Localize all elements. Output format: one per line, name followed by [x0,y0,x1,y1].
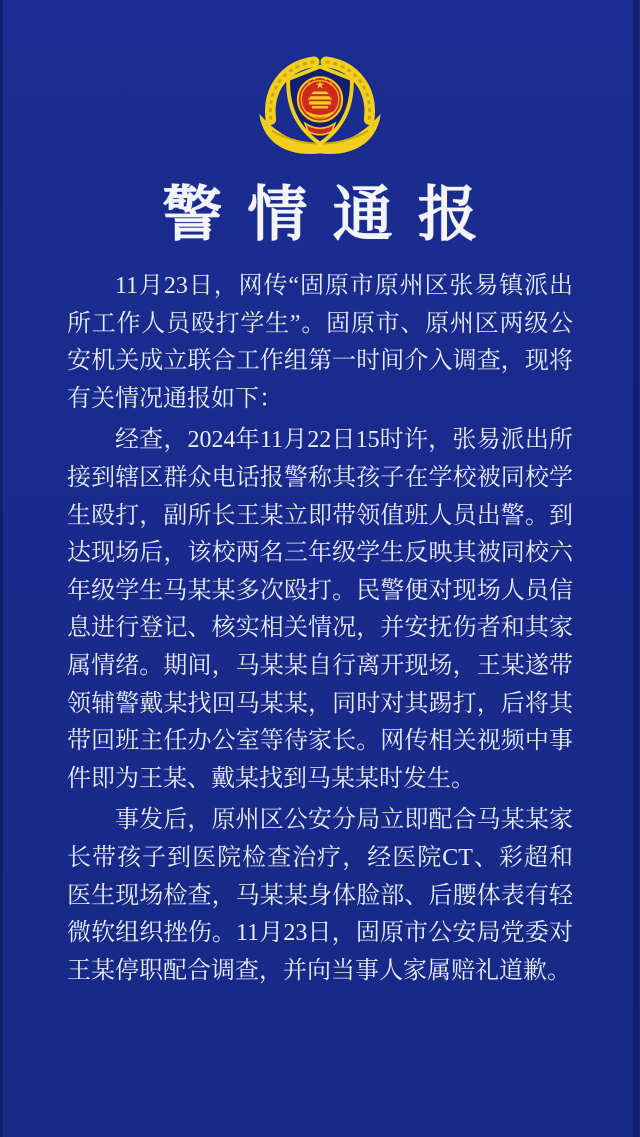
notice-paragraph-2: 经查，2024年11月22日15时许，张易派出所接到辖区群众电话报警称其孩子在学校被同校学生殴打，副所长王某立即带领值班人员出警。到达现场后，该校两名三年级学生反映其被同校六年级学生马某某多次殴打。民警便对现场人员信息进行登记、核实相关情况，并安抚伤者和其家属情绪。期间，马某某自行离开现场，王某遂带领辅警戴某找回马某某，同时对其踢打，后将其带回班主任办公室等待家长。网传相关视频中事件即为王某、戴某找到马某某时发生。 [67,427,573,792]
police-badge-icon [252,56,388,162]
notice-title: 警情通报 [162,182,503,248]
notice-paragraph-3: 事发后，原州区公安分局立即配合马某某家长带孩子到医院检查治疗，经医院CT、彩超和医生现场检查，马某某身体脸部、后腰体表有轻微软组织挫伤。11月23日，固原市公安局党委对王某停职配合调查，并向当事人家属赔礼道歉。 [67,807,573,984]
notice-paragraph-1: 11月23日，网传“固原市原州区张易镇派出所工作人员殴打学生”。固原市、原州区两级公安机关成立联合工作组第一时间介入调查，现将有关情况通报如下： [67,273,573,412]
notice-body [67,268,573,994]
